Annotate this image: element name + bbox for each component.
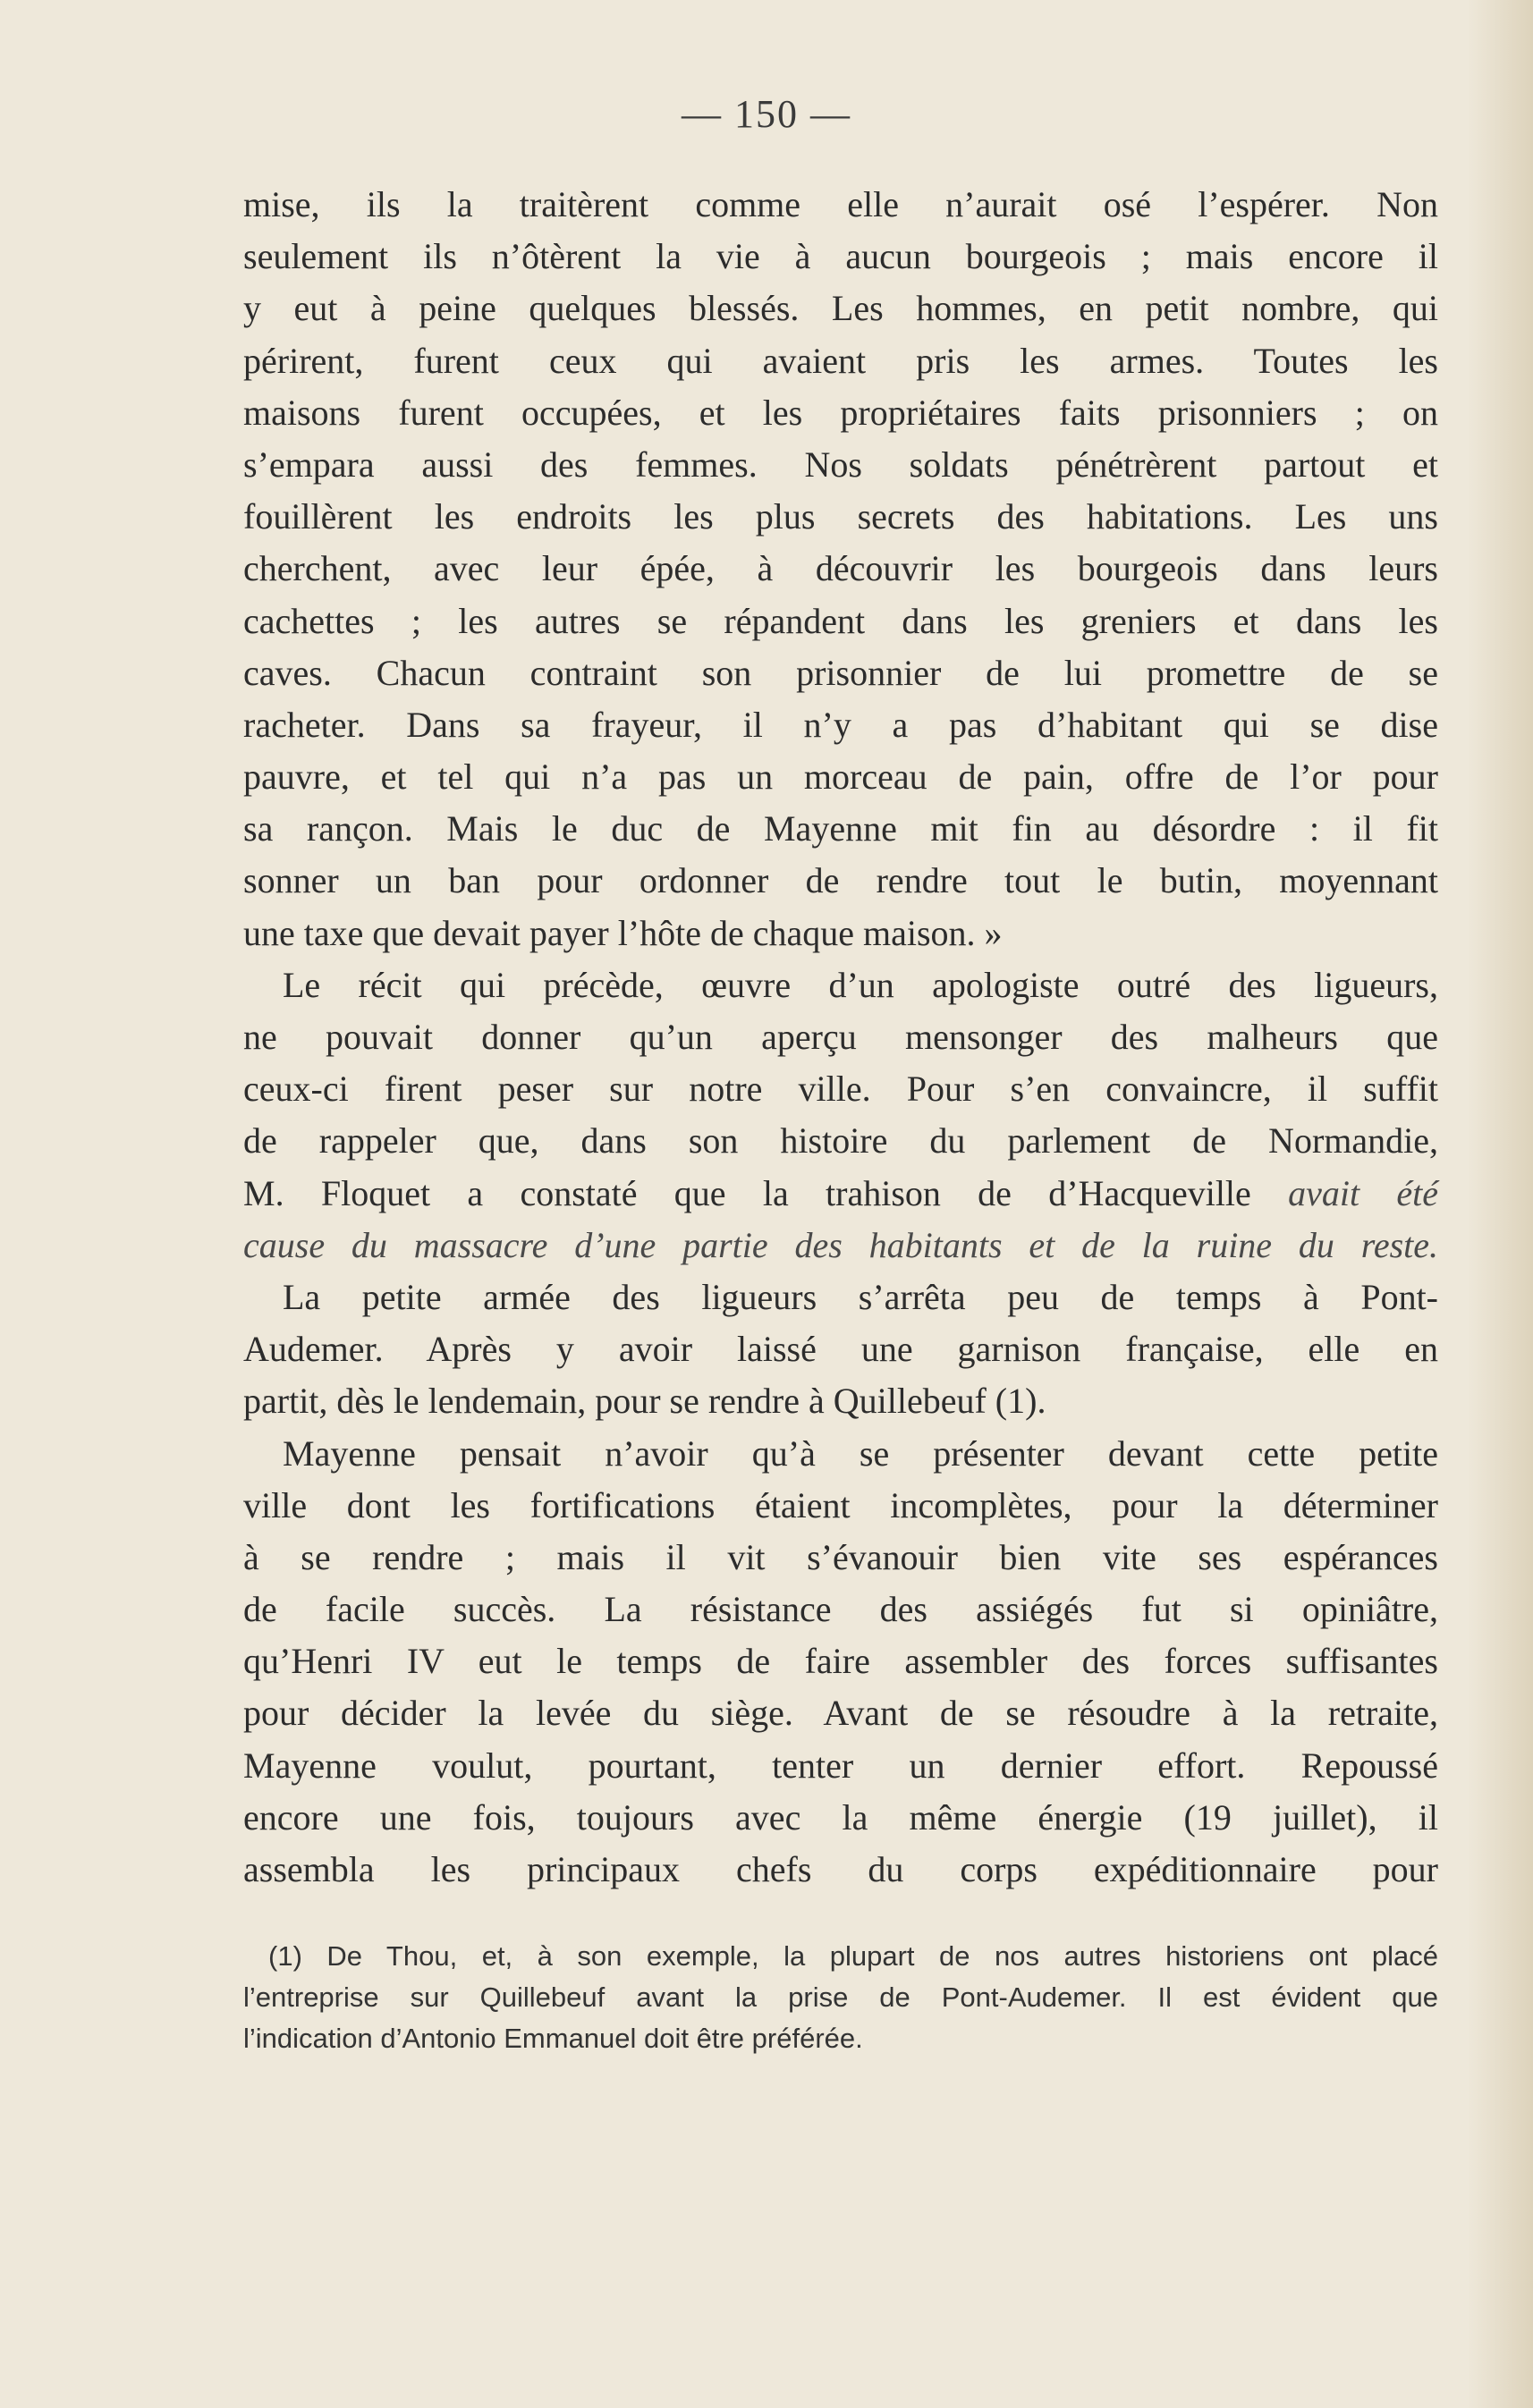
text-line: Audemer. Après y avoir laissé une garnison française, elle en: [243, 1329, 1438, 1370]
text-line: fouillèrent les endroits les plus secrets des habitations. Les uns: [243, 496, 1438, 537]
text-line: La petite armée des ligueurs s’arrêta peu de temps à Pont-: [283, 1276, 1438, 1317]
text-line: pour décider la levée du siège. Avant de se résoudre à la retraite,: [243, 1693, 1438, 1734]
text-line: périrent, furent ceux qui avaient pris les armes. Toutes les: [243, 340, 1438, 381]
footnote-line: (1) De Thou, et, à son exemple, la plupart de nos autres historiens ont placé: [268, 1940, 1438, 1972]
footnote-line: l’indication d’Antonio Emmanuel doit être préférée.: [243, 2023, 863, 2054]
italic-segment: avait été: [1288, 1172, 1439, 1213]
text-line: Le récit qui précède, œuvre d’un apologiste outré des ligueurs,: [283, 964, 1438, 1005]
text-line: sonner un ban pour ordonner de rendre tout le butin, moyennant: [243, 860, 1438, 901]
text-line: une taxe que devait payer l’hôte de chaque maison. »: [243, 912, 1003, 953]
text-line: racheter. Dans sa frayeur, il n’y a pas d’habitant qui se dise: [243, 704, 1438, 745]
footnote-line: l’entreprise sur Quillebeuf avant la prise de Pont-Audemer. Il est évident que: [243, 1981, 1438, 2013]
text-line: qu’Henri IV eut le temps de faire assembler des forces suffisantes: [243, 1641, 1438, 1682]
text-line: caves. Chacun contraint son prisonnier de lui promettre de se: [243, 652, 1438, 693]
text-line: cachettes ; les autres se répandent dans les greniers et dans les: [243, 600, 1438, 641]
text-line: mise, ils la traitèrent comme elle n’aurait osé l’espérer. Non: [243, 184, 1438, 224]
text-line: encore une fois, toujours avec la même énergie (19 juillet), il: [243, 1796, 1438, 1838]
text-segment: M. Floquet a constaté que la trahison de d’Hacqueville: [243, 1172, 1251, 1213]
text-line-mixed: [243, 1168, 1438, 1220]
text-line: Mayenne voulut, pourtant, tenter un dernier effort. Repoussé: [243, 1745, 1438, 1786]
text-line: ne pouvait donner qu’un aperçu mensonger des malheurs que: [243, 1017, 1438, 1057]
text-line: Mayenne pensait n’avoir qu’à se présenter devant cette petite: [283, 1432, 1438, 1474]
text-line: sa rançon. Mais le duc de Mayenne mit fin au désordre : il fit: [243, 808, 1438, 849]
text-line: ceux-ci firent peser sur notre ville. Pour s’en convaincre, il suffit: [243, 1069, 1438, 1110]
text-line: à se rendre ; mais il vit s’évanouir bien vite ses espérances: [243, 1536, 1438, 1577]
text-line: y eut à peine quelques blessés. Les hommes, en petit nombre, qui: [243, 288, 1438, 329]
text-line: seulement ils n’ôtèrent la vie à aucun bourgeois ; mais encore il: [243, 236, 1438, 277]
text-line: cherchent, avec leur épée, à découvrir les bourgeois dans leurs: [243, 548, 1438, 589]
text-line: de rappeler que, dans son histoire du parlement de Normandie,: [243, 1120, 1438, 1162]
text-line: de facile succès. La résistance des assiégés fut si opiniâtre,: [243, 1589, 1438, 1630]
text-line: ville dont les fortifications étaient incomplètes, pour la déterminer: [243, 1484, 1438, 1525]
text-line: partit, dès le lendemain, pour se rendre à Quillebeuf (1).: [243, 1381, 1046, 1422]
page-number: — 150 —: [682, 92, 851, 136]
footnote: [243, 1936, 1438, 2059]
text-line: assembla les principaux chefs du corps expéditionnaire pour: [243, 1849, 1438, 1889]
text-line: s’empara aussi des femmes. Nos soldats pénétrèrent partout et: [243, 444, 1438, 485]
text-line: pauvre, et tel qui n’a pas un morceau de pain, offre de l’or pour: [243, 756, 1438, 798]
body-text: [243, 179, 1438, 1896]
text-line: maisons furent occupées, et les propriétaires faits prisonniers ; on: [243, 392, 1438, 433]
italic-line: cause du massacre d’une partie des habitants et de la ruine du reste.: [243, 1224, 1438, 1265]
